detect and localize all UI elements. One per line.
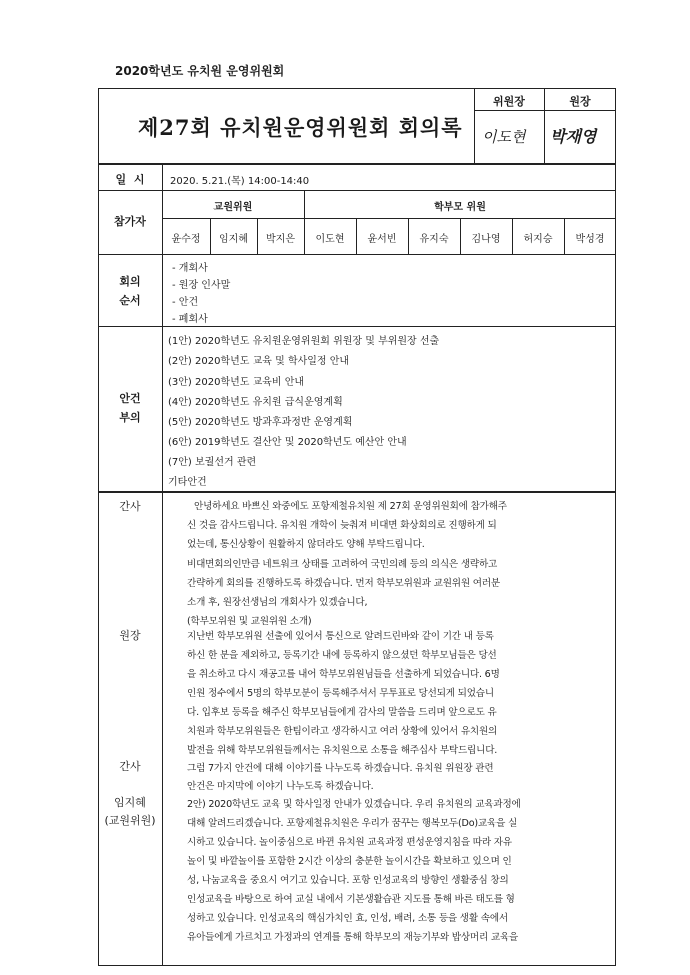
parent-name: 윤서빈 [367,234,397,245]
approval-label-principal: 원장 [569,95,591,108]
order-item: - 개회사 [172,263,208,274]
attendees-label: 참가자 [114,215,146,228]
minutes-line: 비대면회의인만큼 네트워크 상태를 고려하여 국민의례 등의 의식은 생략하고 [187,559,498,570]
teacher-name: 윤수정 [171,234,201,245]
agenda-item: (3안) 2020학년도 교육비 안내 [168,377,305,388]
minutes-line: 놀이 및 바깥놀이를 포함한 2시간 이상의 충분한 놀이시간을 확보하고 있으며 인 [187,856,512,867]
speaker-label: 임지혜 [114,796,146,809]
order-item: - 폐회사 [172,314,208,325]
agenda-label-line2: 부의 [119,411,141,424]
minutes-line: 발전을 위해 학부모위원들께서는 유치원으로 소통을 해주십사 부탁드립니다. [187,745,498,756]
minutes-line: 성하고 있습니다. 인성교육의 핵심가치인 효, 인성, 배려, 소통 등을 생활 속에서 [187,913,508,924]
order-label-line2: 순서 [119,294,141,307]
date-label: 일 시 [115,173,145,186]
minutes-line: 시하고 있습니다. 놀이중심으로 바뀐 유치원 교육과정 편성운영지침을 따라 자유 [187,837,512,848]
chair-signature: 이도현 [482,128,526,146]
order-item: - 원장 인사말 [172,280,231,291]
parent-name: 허지승 [523,234,553,245]
speaker-label: 원장 [119,629,141,642]
date-value: 2020. 5.21.(목) 14:00-14:40 [170,176,310,187]
teacher-name: 박지은 [266,234,295,245]
teacher-name: 임지혜 [219,234,248,245]
agenda-item: (2안) 2020학년도 교육 및 학사일정 안내 [168,356,350,367]
agenda-item: (5안) 2020학년도 방과후과정반 운영계획 [168,417,353,428]
agenda-item: (7안) 보궐선거 관련 [168,457,257,468]
agenda-item: (6안) 2019학년도 결산안 및 2020학년도 예산안 안내 [168,437,407,448]
principal-signature: 박재영 [550,127,597,146]
order-item: - 안건 [172,297,199,308]
minutes-line: 었는데, 통신상황이 원활하지 않더라도 양해 부탁드립니다. [187,539,425,550]
minutes-line: 하신 한 분을 제외하고, 등록기간 내에 등록하지 않으셨던 학부모님들은 당선 [187,650,497,661]
minutes-line: 안건은 마지막에 이야기 나누도록 하겠습니다. [187,781,374,792]
minutes-line: 성, 나눔교육을 중요시 여기고 있습니다. 포항 인성교육의 방향인 생활중심 창의 [187,875,509,886]
agenda-item: 기타안건 [168,477,207,488]
parent-name: 이도현 [315,234,345,245]
minutes-line: 간략하게 회의를 진행하도록 하겠습니다. 먼저 학부모위원과 교원위원 여러분 [187,578,500,589]
approval-label-chair: 위원장 [493,95,525,108]
minutes-line: 을 취소하고 다시 재공고를 내어 학부모위원님들을 선출하게 되었습니다. 6명 [187,669,500,680]
minutes-line: 유아들에게 가르치고 가정과의 연계를 통해 학부모의 재능기부와 밥상머리 교육을 [187,932,519,943]
teacher-group-label: 교원위원 [213,202,253,213]
minutes-line: 대해 알려드리겠습니다. 포항제철유치원은 우리가 꿈꾸는 행복모두(Do)교육을 실 [187,818,518,829]
speaker-label: 간사 [119,760,141,773]
speaker-label: 간사 [119,500,141,513]
agenda-item: (4안) 2020학년도 유치원 급식운영계획 [168,397,343,408]
parent-name: 박성경 [575,234,605,245]
order-label-line1: 회의 [119,275,141,288]
minutes-line: 소개 후, 원장선생님의 개회사가 있겠습니다, [187,597,368,608]
minutes-line: 인원 정수에서 5명의 학부모분이 등록해주셔서 무투표로 당선되게 되었습니 [187,688,494,699]
minutes-line: 인성교육을 바탕으로 하여 교실 내에서 기본생활습관 지도를 통해 바른 태도를 형 [187,894,515,905]
agenda-item: (1안) 2020학년도 유치원운영위원회 위원장 및 부위원장 선출 [168,336,440,347]
parent-group-label: 학부모 위원 [434,202,486,213]
minutes-line: 그럼 7가지 안건에 대해 이야기를 나누도록 하겠습니다. 유치원 위원장 관련 [187,763,494,774]
document-header: 2020학년도 유치원 운영위원회 [115,64,285,78]
minutes-line: 2안) 2020학년도 교육 및 학사일정 안내가 있겠습니다. 우리 유치원의 교육과정에 [187,799,521,810]
parent-name: 유지숙 [419,234,449,245]
minutes-line: 다. 입후보 등록을 해주신 학부모님들에게 감사의 말씀을 드리며 앞으로도 유 [187,707,497,718]
parent-name: 김나영 [471,234,501,245]
document-title: 제27회 유치원운영위원회 회의록 [138,115,463,140]
speaker-label: (교원위원) [104,814,156,827]
agenda-label-line1: 안건 [119,392,141,405]
minutes-line: 치원과 학부모위원들은 한팀이라고 생각하시고 여러 상황에 있어서 유치원의 [187,726,498,737]
minutes-line: 신 것을 감사드립니다. 유치원 개학이 늦춰져 비대면 화상회의로 진행하게 되 [187,520,497,531]
minutes-line: 안녕하세요 바쁘신 와중에도 포항제철유치원 제 27회 운영위원회에 참가해주 [194,501,507,512]
minutes-line: 지난번 학부모위원 선출에 있어서 통신으로 알려드린바와 같이 기간 내 등록 [187,631,494,642]
minutes-line: (학부모위원 및 교원위원 소개) [187,616,312,627]
